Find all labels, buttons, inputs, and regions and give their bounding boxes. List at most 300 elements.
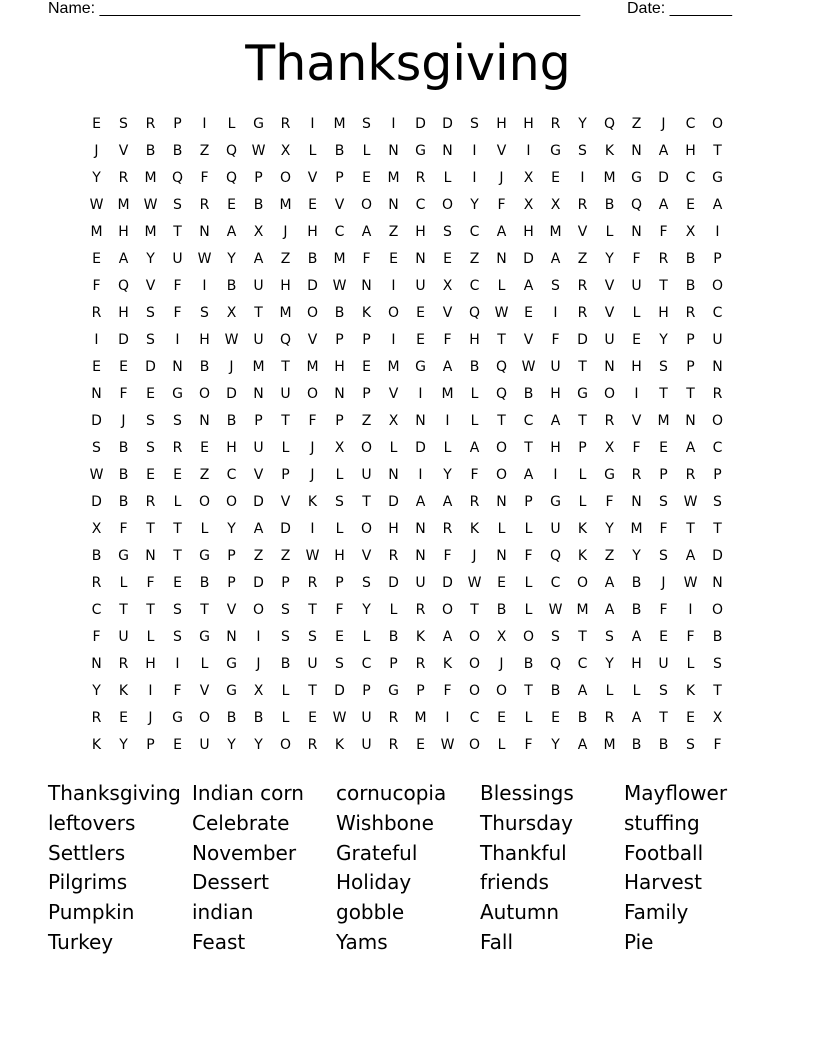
word-list-item: Feast bbox=[192, 929, 246, 954]
grid-letter: A bbox=[253, 521, 264, 537]
grid-letter: M bbox=[144, 224, 157, 240]
grid-letter: A bbox=[226, 224, 237, 240]
grid-row bbox=[83, 300, 731, 327]
grid-letter: Y bbox=[92, 170, 101, 186]
grid-letter: W bbox=[305, 548, 320, 564]
grid-letter: E bbox=[686, 197, 695, 213]
grid-letter: J bbox=[310, 440, 315, 456]
grid-letter: B bbox=[253, 710, 264, 726]
grid-letter: D bbox=[388, 575, 399, 591]
grid-letter: M bbox=[576, 602, 589, 618]
grid-letter: D bbox=[280, 521, 291, 537]
grid-letter: F bbox=[470, 467, 479, 483]
grid-letter: V bbox=[280, 494, 291, 510]
grid-letter: W bbox=[683, 575, 698, 591]
grid-letter: H bbox=[550, 440, 561, 456]
grid-letter: Q bbox=[225, 170, 238, 186]
grid-letter: A bbox=[631, 629, 642, 645]
grid-letter: B bbox=[685, 278, 696, 294]
grid-letter: G bbox=[172, 386, 183, 402]
grid-letter: F bbox=[92, 278, 101, 294]
grid-letter: Y bbox=[632, 548, 641, 564]
grid-row bbox=[83, 489, 731, 516]
grid-letter: E bbox=[362, 170, 371, 186]
grid-letter: P bbox=[713, 467, 722, 483]
grid-letter: G bbox=[415, 359, 426, 375]
grid-letter: O bbox=[441, 602, 454, 618]
grid-letter: S bbox=[659, 548, 668, 564]
grid-letter: S bbox=[173, 413, 182, 429]
grid-letter: R bbox=[631, 467, 642, 483]
grid-letter: V bbox=[577, 224, 588, 240]
grid-letter: N bbox=[442, 143, 453, 159]
grid-letter: M bbox=[306, 359, 319, 375]
grid-letter: A bbox=[361, 224, 372, 240]
grid-letter: O bbox=[711, 602, 724, 618]
grid-letter: C bbox=[469, 224, 480, 240]
word-list-item: Pilgrims bbox=[48, 870, 128, 895]
word-list-item: cornucopia bbox=[336, 781, 447, 805]
grid-letter: L bbox=[173, 494, 182, 510]
grid-letter: Y bbox=[362, 602, 371, 618]
grid-letter: L bbox=[281, 710, 290, 726]
word-list-item: November bbox=[192, 840, 297, 865]
grid-letter: E bbox=[227, 197, 236, 213]
grid-letter: R bbox=[307, 737, 318, 753]
grid-letter: Z bbox=[469, 251, 480, 267]
grid-row bbox=[83, 327, 731, 354]
grid-letter: N bbox=[496, 251, 507, 267]
grid-letter: L bbox=[632, 683, 641, 699]
grid-letter: O bbox=[225, 494, 238, 510]
grid-letter: B bbox=[334, 305, 345, 321]
grid-letter: I bbox=[418, 386, 423, 402]
grid-letter: K bbox=[361, 305, 372, 321]
grid-letter: E bbox=[551, 710, 560, 726]
grid-letter: N bbox=[415, 548, 426, 564]
word-list-item: Thursday bbox=[480, 810, 573, 835]
grid-letter: P bbox=[362, 386, 371, 402]
grid-letter: W bbox=[332, 710, 347, 726]
grid-letter: M bbox=[279, 305, 292, 321]
grid-letter: O bbox=[522, 629, 535, 645]
grid-letter: B bbox=[172, 143, 183, 159]
grid-letter: A bbox=[442, 629, 453, 645]
grid-letter: R bbox=[172, 440, 183, 456]
grid-letter: C bbox=[712, 305, 723, 321]
grid-letter: N bbox=[496, 548, 507, 564]
grid-letter: B bbox=[226, 278, 237, 294]
grid-letter: U bbox=[118, 629, 129, 645]
grid-letter: T bbox=[713, 143, 722, 159]
grid-letter: A bbox=[685, 548, 696, 564]
grid-letter: B bbox=[145, 143, 156, 159]
grid-letter: P bbox=[416, 683, 425, 699]
grid-letter: E bbox=[416, 737, 425, 753]
grid-letter: U bbox=[658, 656, 669, 672]
grid-letter: Y bbox=[470, 197, 479, 213]
grid-letter: M bbox=[441, 386, 454, 402]
grid-letter: V bbox=[361, 548, 372, 564]
grid-letter: E bbox=[92, 359, 101, 375]
grid-letter: K bbox=[685, 683, 696, 699]
grid-letter: T bbox=[713, 683, 722, 699]
grid-letter: E bbox=[389, 251, 398, 267]
grid-row bbox=[83, 705, 731, 732]
grid-letter: J bbox=[148, 710, 153, 726]
grid-row bbox=[83, 138, 731, 165]
grid-letter: M bbox=[630, 521, 643, 537]
word-column bbox=[192, 779, 336, 958]
page-title: Thanksgiving bbox=[245, 35, 571, 92]
grid-letter: E bbox=[146, 386, 155, 402]
grid-letter: T bbox=[497, 332, 506, 348]
grid-letter: Z bbox=[388, 224, 399, 240]
grid-letter: R bbox=[442, 521, 453, 537]
grid-letter: F bbox=[632, 251, 641, 267]
grid-letter: L bbox=[497, 278, 506, 294]
grid-letter: P bbox=[254, 413, 263, 429]
grid-letter: I bbox=[310, 116, 315, 132]
grid-letter: S bbox=[659, 683, 668, 699]
grid-letter: Y bbox=[551, 737, 560, 753]
grid-letter: F bbox=[173, 278, 182, 294]
grid-letter: S bbox=[119, 116, 128, 132]
grid-letter: X bbox=[496, 629, 507, 645]
grid-letter: A bbox=[523, 278, 534, 294]
grid-letter: V bbox=[307, 170, 318, 186]
word-list-item: Grateful bbox=[336, 840, 418, 865]
grid-letter: C bbox=[469, 710, 480, 726]
word-list-item: Mayflower bbox=[624, 781, 728, 805]
grid-letter: R bbox=[577, 278, 588, 294]
grid-letter: R bbox=[685, 467, 696, 483]
grid-letter: O bbox=[711, 413, 724, 429]
word-list-item: Thankful bbox=[480, 840, 567, 865]
grid-letter: H bbox=[415, 224, 426, 240]
grid-letter: E bbox=[659, 629, 668, 645]
word-list-item: Wishbone bbox=[336, 810, 434, 835]
grid-letter: V bbox=[334, 197, 345, 213]
grid-letter: P bbox=[335, 332, 344, 348]
grid-letter: S bbox=[713, 656, 722, 672]
grid-letter: P bbox=[686, 332, 695, 348]
grid-letter: D bbox=[712, 548, 723, 564]
grid-letter: H bbox=[631, 359, 642, 375]
grid-letter: V bbox=[253, 467, 264, 483]
grid-letter: R bbox=[91, 305, 102, 321]
grid-letter: S bbox=[551, 278, 560, 294]
grid-letter: N bbox=[334, 386, 345, 402]
grid-letter: L bbox=[470, 413, 479, 429]
grid-letter: V bbox=[226, 602, 237, 618]
word-column bbox=[480, 779, 624, 958]
grid-letter: R bbox=[415, 602, 426, 618]
grid-letter: A bbox=[658, 197, 669, 213]
grid-letter: F bbox=[173, 683, 182, 699]
grid-letter: V bbox=[442, 305, 453, 321]
grid-letter: Q bbox=[549, 656, 562, 672]
grid-letter: L bbox=[524, 521, 533, 537]
grid-letter: B bbox=[604, 197, 615, 213]
grid-letter: J bbox=[256, 656, 261, 672]
grid-letter: U bbox=[361, 710, 372, 726]
grid-letter: M bbox=[603, 170, 616, 186]
grid-letter: L bbox=[497, 521, 506, 537]
grid-letter: Q bbox=[468, 305, 481, 321]
grid-letter: V bbox=[199, 683, 210, 699]
grid-letter: C bbox=[523, 413, 534, 429]
grid-letter: O bbox=[495, 440, 508, 456]
grid-letter: A bbox=[604, 575, 615, 591]
grid-letter: U bbox=[253, 278, 264, 294]
grid-letter: H bbox=[631, 656, 642, 672]
grid-letter: T bbox=[659, 386, 668, 402]
grid-letter: D bbox=[145, 359, 156, 375]
grid-letter: R bbox=[685, 305, 696, 321]
word-list-item: Dessert bbox=[192, 870, 269, 895]
grid-letter: T bbox=[362, 494, 371, 510]
grid-letter: A bbox=[415, 494, 426, 510]
grid-letter: E bbox=[335, 629, 344, 645]
grid-letter: O bbox=[279, 737, 292, 753]
word-list bbox=[48, 779, 768, 958]
grid-letter: D bbox=[388, 494, 399, 510]
grid-letter: T bbox=[173, 548, 182, 564]
word-list-item: Harvest bbox=[624, 870, 702, 895]
grid-letter: F bbox=[524, 737, 533, 753]
grid-letter: D bbox=[118, 332, 129, 348]
grid-letter: U bbox=[415, 575, 426, 591]
grid-letter: G bbox=[199, 629, 210, 645]
grid-letter: R bbox=[415, 656, 426, 672]
grid-letter: L bbox=[227, 116, 236, 132]
grid-letter: T bbox=[578, 359, 587, 375]
grid-letter: S bbox=[686, 737, 695, 753]
grid-letter: S bbox=[335, 656, 344, 672]
grid-row bbox=[83, 462, 731, 489]
grid-letter: E bbox=[416, 332, 425, 348]
grid-letter: N bbox=[91, 386, 102, 402]
grid-letter: E bbox=[308, 710, 317, 726]
grid-letter: L bbox=[578, 467, 587, 483]
grid-letter: B bbox=[307, 251, 318, 267]
grid-letter: X bbox=[226, 305, 237, 321]
word-list-item: Pumpkin bbox=[48, 900, 135, 925]
grid-letter: F bbox=[632, 440, 641, 456]
grid-letter: A bbox=[469, 440, 480, 456]
word-list-item: Turkey bbox=[48, 929, 114, 954]
grid-letter: U bbox=[199, 737, 210, 753]
grid-letter: L bbox=[389, 602, 398, 618]
word-list-item: Autumn bbox=[480, 900, 560, 925]
grid-row bbox=[83, 381, 731, 408]
grid-row bbox=[83, 165, 731, 192]
grid-row bbox=[83, 246, 731, 273]
grid-letter: T bbox=[524, 440, 533, 456]
grid-letter: G bbox=[712, 170, 723, 186]
grid-letter: R bbox=[280, 116, 291, 132]
grid-letter: J bbox=[283, 224, 288, 240]
grid-letter: B bbox=[469, 359, 480, 375]
grid-letter: S bbox=[173, 197, 182, 213]
grid-letter: P bbox=[389, 656, 398, 672]
grid-letter: S bbox=[200, 305, 209, 321]
grid-letter: T bbox=[281, 413, 290, 429]
grid-letter: J bbox=[229, 359, 234, 375]
grid-letter: T bbox=[146, 521, 155, 537]
word-list-item: Football bbox=[624, 840, 704, 865]
grid-letter: P bbox=[686, 359, 695, 375]
grid-letter: F bbox=[362, 251, 371, 267]
grid-row bbox=[83, 516, 731, 543]
grid-letter: N bbox=[631, 143, 642, 159]
grid-letter: F bbox=[551, 332, 560, 348]
grid-letter: P bbox=[281, 575, 290, 591]
grid-letter: C bbox=[685, 116, 696, 132]
grid-letter: G bbox=[604, 467, 615, 483]
grid-letter: T bbox=[173, 224, 182, 240]
grid-letter: Z bbox=[199, 467, 210, 483]
grid-letter: Y bbox=[227, 737, 236, 753]
grid-letter: E bbox=[119, 710, 128, 726]
grid-letter: C bbox=[415, 197, 426, 213]
grid-letter: U bbox=[253, 440, 264, 456]
word-list-item: Yams bbox=[336, 929, 388, 954]
grid-letter: K bbox=[442, 656, 453, 672]
grid-letter: M bbox=[333, 251, 346, 267]
grid-letter: L bbox=[632, 305, 641, 321]
grid-letter: F bbox=[443, 548, 452, 564]
grid-letter: R bbox=[145, 494, 156, 510]
grid-letter: Y bbox=[605, 251, 614, 267]
grid-letter: W bbox=[332, 278, 347, 294]
grid-letter: P bbox=[254, 170, 263, 186]
grid-letter: T bbox=[659, 710, 668, 726]
word-list-item: indian bbox=[192, 900, 254, 925]
grid-letter: F bbox=[713, 737, 722, 753]
grid-letter: I bbox=[472, 143, 477, 159]
grid-letter: R bbox=[469, 494, 480, 510]
grid-letter: G bbox=[631, 170, 642, 186]
word-list-item: Fall bbox=[480, 929, 514, 954]
grid-letter: N bbox=[388, 197, 399, 213]
grid-letter: O bbox=[711, 278, 724, 294]
word-list-item: friends bbox=[480, 870, 549, 895]
grid-letter: S bbox=[362, 116, 371, 132]
grid-letter: E bbox=[659, 440, 668, 456]
grid-letter: L bbox=[605, 224, 614, 240]
grid-letter: W bbox=[440, 737, 455, 753]
grid-letter: L bbox=[146, 629, 155, 645]
grid-letter: Q bbox=[495, 386, 508, 402]
grid-letter: L bbox=[524, 710, 533, 726]
grid-letter: E bbox=[173, 737, 182, 753]
grid-letter: I bbox=[715, 224, 720, 240]
grid-letter: D bbox=[226, 386, 237, 402]
grid-letter: I bbox=[256, 629, 261, 645]
grid-letter: K bbox=[469, 521, 480, 537]
grid-letter: R bbox=[604, 710, 615, 726]
grid-letter: N bbox=[712, 575, 723, 591]
grid-letter: H bbox=[469, 332, 480, 348]
grid-letter: Z bbox=[577, 251, 588, 267]
grid-letter: A bbox=[604, 602, 615, 618]
grid-letter: K bbox=[334, 737, 345, 753]
grid-letter: E bbox=[200, 440, 209, 456]
grid-letter: T bbox=[470, 602, 479, 618]
grid-letter: K bbox=[577, 521, 588, 537]
grid-letter: K bbox=[604, 143, 615, 159]
grid-letter: N bbox=[199, 413, 210, 429]
grid-letter: X bbox=[712, 710, 723, 726]
grid-letter: G bbox=[226, 683, 237, 699]
grid-letter: W bbox=[143, 197, 158, 213]
grid-letter: K bbox=[415, 629, 426, 645]
grid-letter: M bbox=[414, 710, 427, 726]
grid-letter: U bbox=[712, 332, 723, 348]
grid-letter: C bbox=[712, 440, 723, 456]
grid-letter: F bbox=[146, 575, 155, 591]
grid-row bbox=[83, 435, 731, 462]
grid-letter: E bbox=[497, 575, 506, 591]
grid-letter: I bbox=[445, 710, 450, 726]
grid-letter: L bbox=[605, 683, 614, 699]
grid-letter: O bbox=[468, 656, 481, 672]
grid-letter: J bbox=[661, 116, 666, 132]
grid-letter: I bbox=[94, 332, 99, 348]
grid-letter: B bbox=[631, 602, 642, 618]
grid-letter: Y bbox=[578, 116, 587, 132]
grid-letter: L bbox=[578, 494, 587, 510]
grid-letter: N bbox=[172, 359, 183, 375]
grid-letter: F bbox=[335, 602, 344, 618]
grid-letter: V bbox=[604, 305, 615, 321]
grid-letter: P bbox=[362, 332, 371, 348]
grid-letter: B bbox=[631, 737, 642, 753]
grid-letter: X bbox=[523, 170, 534, 186]
grid-letter: T bbox=[713, 521, 722, 537]
grid-letter: J bbox=[661, 575, 666, 591]
grid-letter: T bbox=[308, 683, 317, 699]
grid-letter: I bbox=[202, 116, 207, 132]
grid-letter: V bbox=[307, 332, 318, 348]
grid-letter: D bbox=[253, 575, 264, 591]
grid-row bbox=[83, 678, 731, 705]
grid-letter: Q bbox=[549, 548, 562, 564]
grid-letter: F bbox=[659, 602, 668, 618]
grid-letter: A bbox=[442, 359, 453, 375]
grid-letter: C bbox=[469, 278, 480, 294]
grid-letter: O bbox=[468, 737, 481, 753]
grid-letter: W bbox=[467, 575, 482, 591]
grid-letter: P bbox=[146, 737, 155, 753]
grid-letter: R bbox=[91, 575, 102, 591]
grid-letter: O bbox=[279, 170, 292, 186]
grid-letter: E bbox=[92, 251, 101, 267]
grid-letter: A bbox=[685, 440, 696, 456]
grid-letter: R bbox=[712, 386, 723, 402]
grid-row bbox=[83, 732, 731, 759]
grid-letter: H bbox=[118, 224, 129, 240]
grid-letter: U bbox=[631, 278, 642, 294]
grid-letter: H bbox=[199, 332, 210, 348]
grid-letter: B bbox=[550, 683, 561, 699]
grid-letter: S bbox=[470, 116, 479, 132]
grid-letter: S bbox=[173, 602, 182, 618]
grid-letter: S bbox=[146, 440, 155, 456]
grid-letter: T bbox=[578, 629, 587, 645]
